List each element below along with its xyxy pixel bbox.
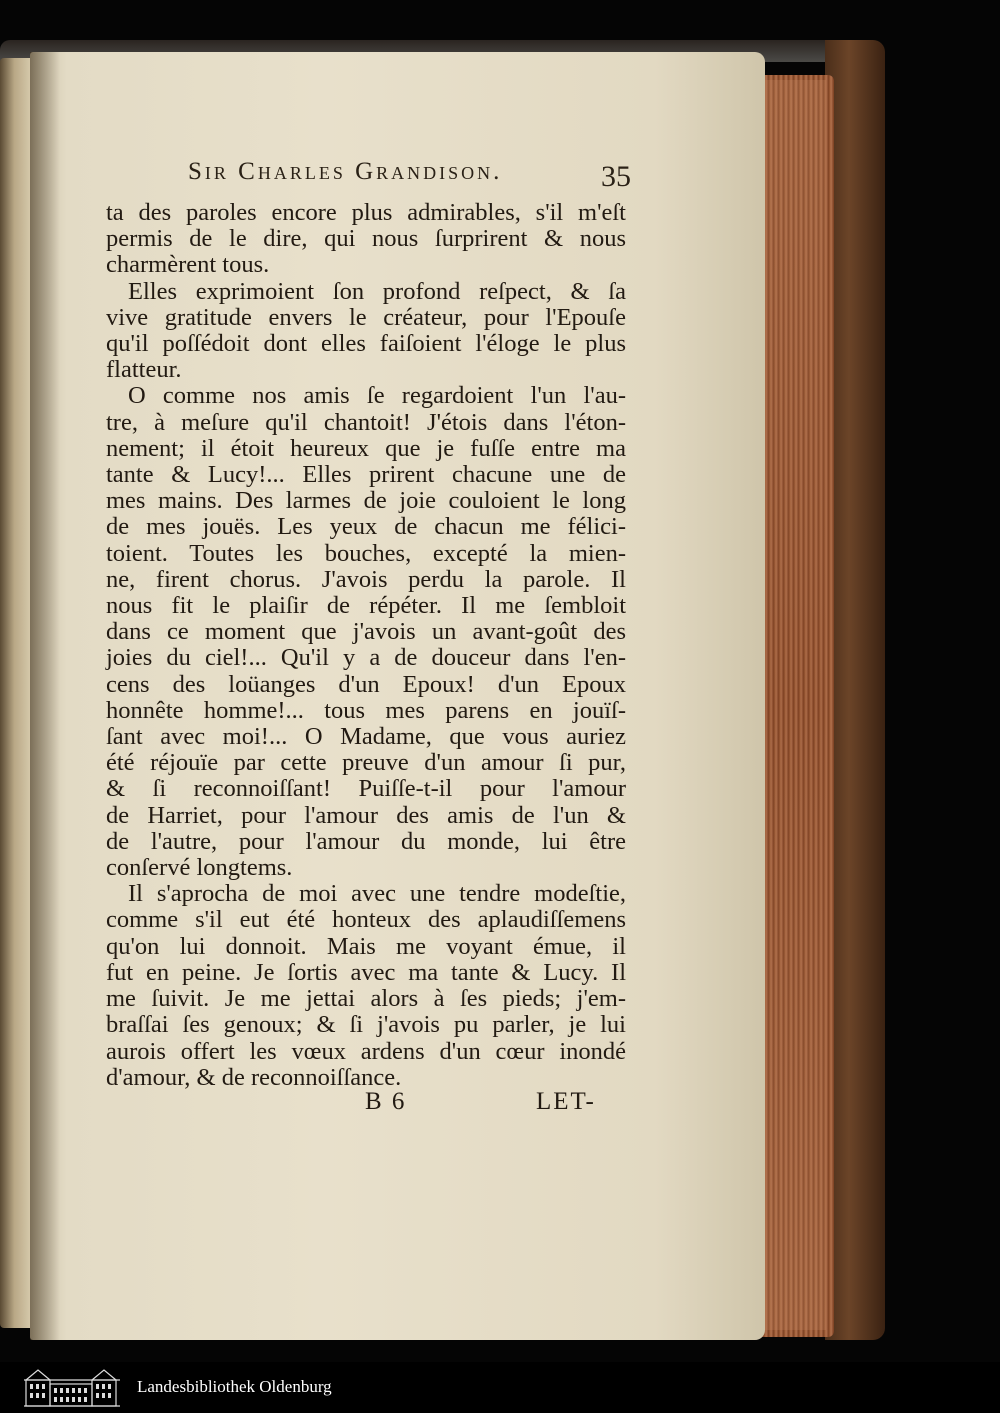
text-line: flatteur. (106, 356, 182, 384)
text-line: de l'autre, pour l'amour du monde, lui être (106, 827, 626, 855)
text-line: été réjouïe par cette preuve d'un amour ſi pur, (106, 749, 626, 777)
text-line: comme s'il eut été honteux des aplaudiſſemens (106, 906, 626, 934)
page-number: 35 (601, 160, 631, 193)
text-line: me ſuivit. Je me jettai alors à ſes pieds; j'em- (106, 985, 626, 1013)
text-line: nement; il étoit heureux que je fuſſe entre ma (106, 434, 626, 462)
text-line: vive gratitude envers le créateur, pour l'Epouſe (106, 303, 626, 331)
text-line: honnête homme!... tous mes parens en jouïſ- (106, 696, 626, 724)
text-line: d'amour, & de reconnoiſſance. (106, 1063, 402, 1091)
gutter-shadow (30, 52, 60, 1340)
text-line: de mes jouës. Les yeux de chacun me félici- (106, 513, 626, 541)
text-line: tante & Lucy!... Elles prirent chacune une de (106, 461, 626, 489)
catchword: LET- (536, 1088, 596, 1115)
text-line: cens des loüanges d'un Epoux! d'un Epoux (106, 670, 626, 698)
text-line: & ſi reconnoiſſant! Puiſſe-t-il pour l'amour (106, 775, 626, 803)
text-line: dans ce moment que j'avois un avant-goût des (106, 618, 626, 646)
body-text (106, 200, 626, 1091)
footer-bar (0, 1362, 1000, 1413)
book-cover (825, 40, 885, 1340)
text-line: charmèrent tous. (106, 251, 270, 279)
text-line: joies du ciel!... Qu'il y a de douceur dans l'en- (106, 644, 626, 672)
text-line: aurois offert les vœux ardens d'un cœur inondé (106, 1037, 626, 1065)
text-line: Il s'aprocha de moi avec une tendre modeſtie, (128, 880, 626, 908)
signature-mark: B 6 (365, 1088, 407, 1115)
text-line: fut en peine. Je ſortis avec ma tante & Lucy. Il (106, 958, 626, 986)
text-line: Elles exprimoient ſon profond reſpect, & ſa (128, 277, 626, 305)
text-line: ſant avec moi!... O Madame, que vous auriez (106, 723, 626, 751)
library-building-icon (22, 1366, 122, 1408)
text-line: tre, à meſure qu'il chantoit! J'étois dans l'éton- (106, 408, 626, 436)
text-line: mes mains. Des larmes de joie couloient le long (106, 487, 626, 515)
text-line: de Harriet, pour l'amour des amis de l'un & (106, 801, 626, 829)
text-line: permis de le dire, qui nous ſurprirent & nous (106, 225, 626, 253)
running-head: Sir Charles Grandison. (188, 158, 503, 185)
text-line: qu'on lui donnoit. Mais me voyant émue, il (106, 932, 626, 960)
text-line: conſervé longtems. (106, 854, 293, 882)
library-name[interactable]: Landesbibliothek Oldenburg (137, 1377, 332, 1396)
text-line: ne, firent chorus. J'avois perdu la parole. Il (106, 565, 626, 593)
facing-page-edge (0, 58, 32, 1328)
text-line: braſſai ſes genoux; & ſi j'avois pu parler, je lui (106, 1011, 626, 1039)
text-line: ta des paroles encore plus admirables, s'il m'eſt (106, 199, 626, 226)
text-line: O comme nos amis ſe regardoient l'un l'au- (128, 382, 626, 410)
text-line: qu'il poſſédoit dont elles faiſoient l'éloge le plus (106, 330, 626, 358)
text-line: toient. Toutes les bouches, excepté la mien- (106, 539, 626, 567)
text-line: nous fit le plaiſir de répéter. Il me ſembloit (106, 592, 626, 620)
